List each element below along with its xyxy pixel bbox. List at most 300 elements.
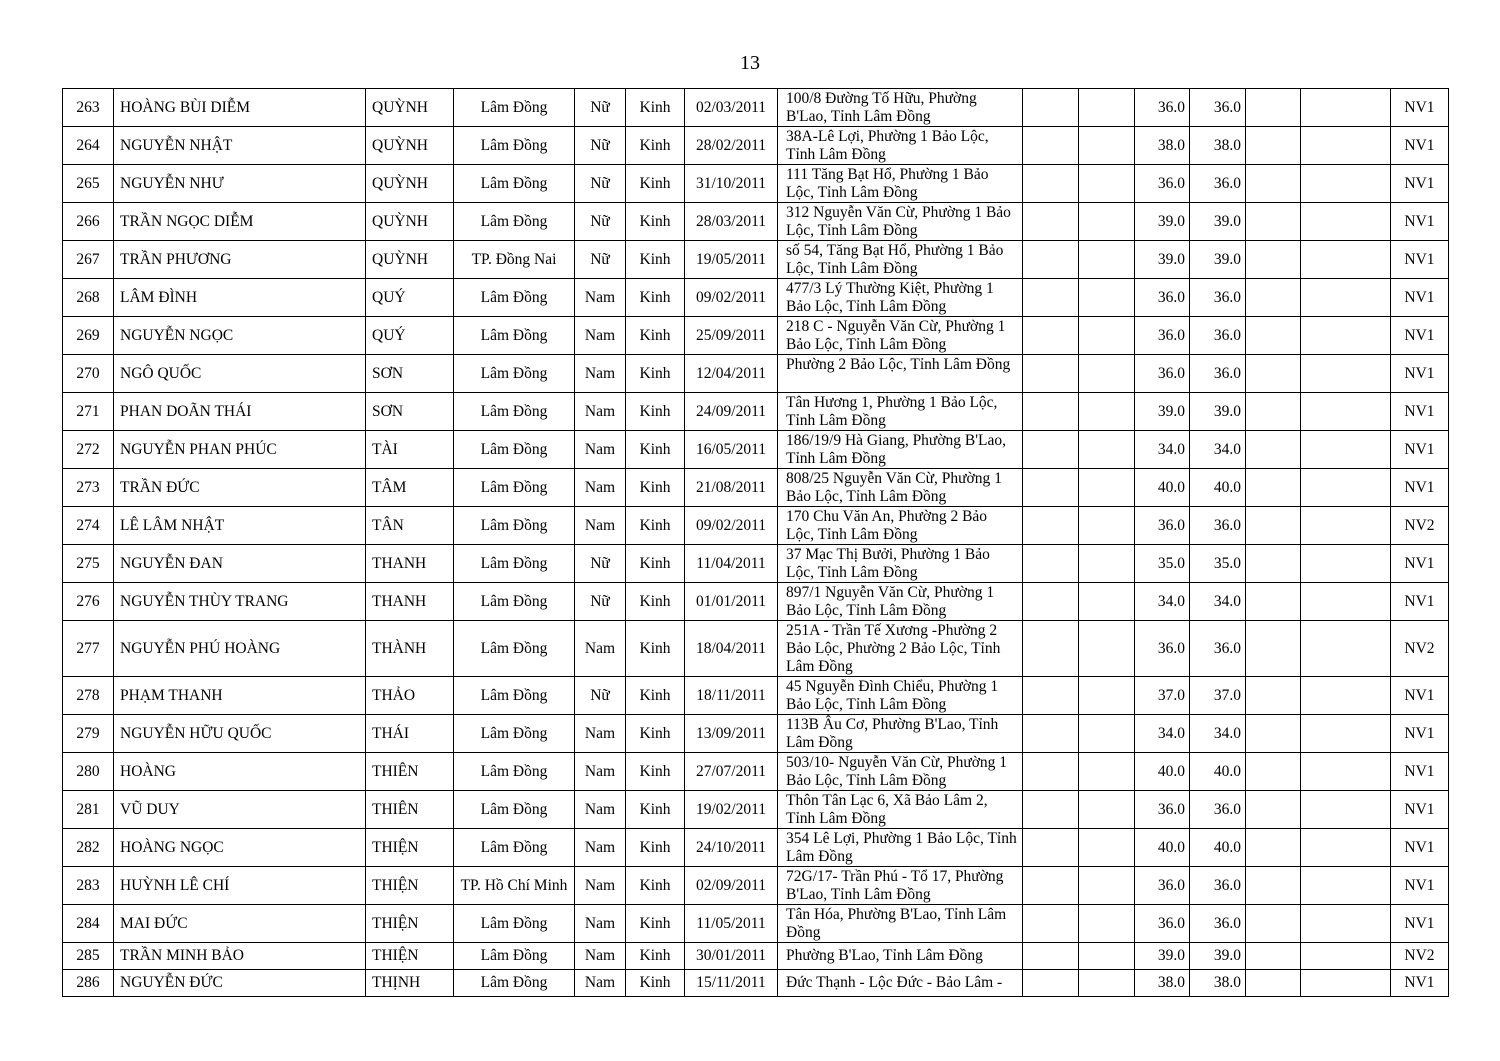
empty-cell-4 bbox=[1301, 392, 1391, 430]
stt-cell: 286 bbox=[63, 969, 114, 996]
diem-2-cell: 35.0 bbox=[1190, 544, 1246, 582]
ngay-sinh-cell: 11/05/2011 bbox=[685, 904, 778, 942]
empty-cell-1 bbox=[1023, 89, 1079, 127]
empty-cell-3 bbox=[1246, 582, 1301, 620]
empty-cell-4 bbox=[1301, 676, 1391, 714]
ho-ten-cell: TRẦN MINH BẢO bbox=[114, 942, 366, 969]
diem-1-cell: 34.0 bbox=[1135, 430, 1190, 468]
empty-cell-4 bbox=[1301, 468, 1391, 506]
diem-1-cell: 36.0 bbox=[1135, 355, 1190, 393]
dia-chi-cell: 503/10- Nguyễn Văn Cừ, Phường 1 Bảo Lộc, Tỉnh Lâm Đồng bbox=[778, 752, 1023, 790]
diem-2-cell: 39.0 bbox=[1190, 392, 1246, 430]
dia-chi-cell: Phường 2 Bảo Lộc, Tỉnh Lâm Đồng bbox=[778, 355, 1023, 393]
ten-cell: THANH bbox=[366, 544, 454, 582]
diem-2-cell: 40.0 bbox=[1190, 752, 1246, 790]
gioi-tinh-cell: Nam bbox=[575, 828, 626, 866]
diem-1-cell: 34.0 bbox=[1135, 714, 1190, 752]
empty-cell-4 bbox=[1301, 969, 1391, 996]
diem-2-cell: 38.0 bbox=[1190, 969, 1246, 996]
diem-1-cell: 39.0 bbox=[1135, 392, 1190, 430]
page-number: 13 bbox=[740, 52, 760, 74]
empty-cell-4 bbox=[1301, 828, 1391, 866]
ten-cell: QUỲNH bbox=[366, 203, 454, 241]
empty-cell-3 bbox=[1246, 752, 1301, 790]
empty-cell-1 bbox=[1023, 279, 1079, 317]
empty-cell-4 bbox=[1301, 317, 1391, 355]
ten-cell: QUÝ bbox=[366, 279, 454, 317]
diem-1-cell: 36.0 bbox=[1135, 279, 1190, 317]
stt-cell: 274 bbox=[63, 506, 114, 544]
ten-cell: SƠN bbox=[366, 355, 454, 393]
ho-ten-cell: NGUYỄN NHƯ bbox=[114, 165, 366, 203]
empty-cell-1 bbox=[1023, 714, 1079, 752]
diem-1-cell: 40.0 bbox=[1135, 752, 1190, 790]
empty-cell-3 bbox=[1246, 506, 1301, 544]
gioi-tinh-cell: Nữ bbox=[575, 203, 626, 241]
empty-cell-3 bbox=[1246, 89, 1301, 127]
dia-chi-cell: 354 Lê Lợi, Phường 1 Bảo Lộc, Tỉnh Lâm Đồng bbox=[778, 828, 1023, 866]
dia-chi-cell: 170 Chu Văn An, Phường 2 Bảo Lộc, Tỉnh Lâm Đồng bbox=[778, 506, 1023, 544]
empty-cell-1 bbox=[1023, 942, 1079, 969]
diem-2-cell: 38.0 bbox=[1190, 127, 1246, 165]
diem-2-cell: 36.0 bbox=[1190, 904, 1246, 942]
diem-1-cell: 36.0 bbox=[1135, 904, 1190, 942]
empty-cell-2 bbox=[1079, 430, 1135, 468]
empty-cell-3 bbox=[1246, 468, 1301, 506]
dan-toc-cell: Kinh bbox=[626, 468, 685, 506]
gioi-tinh-cell: Nam bbox=[575, 317, 626, 355]
empty-cell-2 bbox=[1079, 942, 1135, 969]
empty-cell-1 bbox=[1023, 355, 1079, 393]
empty-cell-1 bbox=[1023, 392, 1079, 430]
empty-cell-4 bbox=[1301, 355, 1391, 393]
noi-sinh-cell: Lâm Đồng bbox=[454, 752, 575, 790]
ngay-sinh-cell: 25/09/2011 bbox=[685, 317, 778, 355]
nguyen-vong-cell: NV2 bbox=[1391, 620, 1449, 676]
nguyen-vong-cell: NV1 bbox=[1391, 468, 1449, 506]
dia-chi-cell: 186/19/9 Hà Giang, Phường B'Lao, Tỉnh Lâm Đồng bbox=[778, 430, 1023, 468]
empty-cell-1 bbox=[1023, 468, 1079, 506]
ngay-sinh-cell: 02/09/2011 bbox=[685, 866, 778, 904]
empty-cell-2 bbox=[1079, 969, 1135, 996]
empty-cell-4 bbox=[1301, 241, 1391, 279]
ho-ten-cell: NGUYỄN ĐỨC bbox=[114, 969, 366, 996]
noi-sinh-cell: Lâm Đồng bbox=[454, 89, 575, 127]
diem-1-cell: 39.0 bbox=[1135, 241, 1190, 279]
diem-1-cell: 36.0 bbox=[1135, 165, 1190, 203]
noi-sinh-cell: Lâm Đồng bbox=[454, 544, 575, 582]
dia-chi-cell: 37 Mạc Thị Bưởi, Phường 1 Bảo Lộc, Tỉnh Lâm Đồng bbox=[778, 544, 1023, 582]
diem-1-cell: 35.0 bbox=[1135, 544, 1190, 582]
empty-cell-4 bbox=[1301, 165, 1391, 203]
empty-cell-2 bbox=[1079, 828, 1135, 866]
noi-sinh-cell: TP. Đồng Nai bbox=[454, 241, 575, 279]
empty-cell-3 bbox=[1246, 127, 1301, 165]
empty-cell-2 bbox=[1079, 279, 1135, 317]
empty-cell-4 bbox=[1301, 203, 1391, 241]
ngay-sinh-cell: 31/10/2011 bbox=[685, 165, 778, 203]
empty-cell-3 bbox=[1246, 165, 1301, 203]
ngay-sinh-cell: 09/02/2011 bbox=[685, 279, 778, 317]
nguyen-vong-cell: NV1 bbox=[1391, 969, 1449, 996]
diem-2-cell: 40.0 bbox=[1190, 828, 1246, 866]
ho-ten-cell: NGÔ QUỐC bbox=[114, 355, 366, 393]
ten-cell: QUỲNH bbox=[366, 127, 454, 165]
diem-1-cell: 36.0 bbox=[1135, 620, 1190, 676]
empty-cell-3 bbox=[1246, 317, 1301, 355]
dan-toc-cell: Kinh bbox=[626, 969, 685, 996]
ngay-sinh-cell: 28/02/2011 bbox=[685, 127, 778, 165]
stt-cell: 276 bbox=[63, 582, 114, 620]
gioi-tinh-cell: Nam bbox=[575, 392, 626, 430]
empty-cell-1 bbox=[1023, 430, 1079, 468]
ngay-sinh-cell: 27/07/2011 bbox=[685, 752, 778, 790]
stt-cell: 278 bbox=[63, 676, 114, 714]
table-row bbox=[63, 127, 1449, 165]
empty-cell-2 bbox=[1079, 468, 1135, 506]
empty-cell-1 bbox=[1023, 317, 1079, 355]
dan-toc-cell: Kinh bbox=[626, 203, 685, 241]
empty-cell-4 bbox=[1301, 620, 1391, 676]
ten-cell: QUỲNH bbox=[366, 89, 454, 127]
table-row bbox=[63, 241, 1449, 279]
nguyen-vong-cell: NV2 bbox=[1391, 942, 1449, 969]
gioi-tinh-cell: Nam bbox=[575, 430, 626, 468]
dan-toc-cell: Kinh bbox=[626, 828, 685, 866]
table-row bbox=[63, 317, 1449, 355]
ho-ten-cell: NGUYỄN NGỌC bbox=[114, 317, 366, 355]
diem-1-cell: 37.0 bbox=[1135, 676, 1190, 714]
dan-toc-cell: Kinh bbox=[626, 544, 685, 582]
ho-ten-cell: HOÀNG NGỌC bbox=[114, 828, 366, 866]
table-row bbox=[63, 165, 1449, 203]
ngay-sinh-cell: 02/03/2011 bbox=[685, 89, 778, 127]
dia-chi-cell: 808/25 Nguyễn Văn Cừ, Phường 1 Bảo Lộc, Tỉnh Lâm Đồng bbox=[778, 468, 1023, 506]
gioi-tinh-cell: Nam bbox=[575, 904, 626, 942]
gioi-tinh-cell: Nam bbox=[575, 620, 626, 676]
dan-toc-cell: Kinh bbox=[626, 317, 685, 355]
table-row bbox=[63, 866, 1449, 904]
ten-cell: TÂN bbox=[366, 506, 454, 544]
empty-cell-1 bbox=[1023, 582, 1079, 620]
noi-sinh-cell: Lâm Đồng bbox=[454, 355, 575, 393]
empty-cell-3 bbox=[1246, 430, 1301, 468]
dan-toc-cell: Kinh bbox=[626, 506, 685, 544]
stt-cell: 284 bbox=[63, 904, 114, 942]
nguyen-vong-cell: NV1 bbox=[1391, 317, 1449, 355]
empty-cell-2 bbox=[1079, 866, 1135, 904]
diem-1-cell: 36.0 bbox=[1135, 790, 1190, 828]
empty-cell-3 bbox=[1246, 544, 1301, 582]
ngay-sinh-cell: 18/11/2011 bbox=[685, 676, 778, 714]
empty-cell-4 bbox=[1301, 904, 1391, 942]
gioi-tinh-cell: Nữ bbox=[575, 676, 626, 714]
nguyen-vong-cell: NV1 bbox=[1391, 127, 1449, 165]
stt-cell: 265 bbox=[63, 165, 114, 203]
ho-ten-cell: HUỲNH LÊ CHÍ bbox=[114, 866, 366, 904]
student-table bbox=[62, 88, 1449, 997]
dia-chi-cell: 45 Nguyễn Đình Chiểu, Phường 1 Bảo Lộc, Tỉnh Lâm Đồng bbox=[778, 676, 1023, 714]
ho-ten-cell: VŨ DUY bbox=[114, 790, 366, 828]
empty-cell-2 bbox=[1079, 506, 1135, 544]
ho-ten-cell: NGUYỄN HỮU QUỐC bbox=[114, 714, 366, 752]
dan-toc-cell: Kinh bbox=[626, 355, 685, 393]
stt-cell: 275 bbox=[63, 544, 114, 582]
nguyen-vong-cell: NV1 bbox=[1391, 828, 1449, 866]
gioi-tinh-cell: Nữ bbox=[575, 582, 626, 620]
diem-2-cell: 40.0 bbox=[1190, 468, 1246, 506]
stt-cell: 273 bbox=[63, 468, 114, 506]
stt-cell: 277 bbox=[63, 620, 114, 676]
dan-toc-cell: Kinh bbox=[626, 241, 685, 279]
empty-cell-4 bbox=[1301, 942, 1391, 969]
table-row bbox=[63, 544, 1449, 582]
empty-cell-1 bbox=[1023, 904, 1079, 942]
empty-cell-2 bbox=[1079, 582, 1135, 620]
noi-sinh-cell: Lâm Đồng bbox=[454, 165, 575, 203]
empty-cell-3 bbox=[1246, 620, 1301, 676]
ten-cell: THANH bbox=[366, 582, 454, 620]
table-row bbox=[63, 355, 1449, 393]
ten-cell: THIỆN bbox=[366, 904, 454, 942]
ten-cell: SƠN bbox=[366, 392, 454, 430]
noi-sinh-cell: Lâm Đồng bbox=[454, 790, 575, 828]
diem-2-cell: 36.0 bbox=[1190, 165, 1246, 203]
dan-toc-cell: Kinh bbox=[626, 904, 685, 942]
stt-cell: 268 bbox=[63, 279, 114, 317]
empty-cell-2 bbox=[1079, 544, 1135, 582]
dan-toc-cell: Kinh bbox=[626, 279, 685, 317]
stt-cell: 269 bbox=[63, 317, 114, 355]
dan-toc-cell: Kinh bbox=[626, 752, 685, 790]
table-row bbox=[63, 942, 1449, 969]
empty-cell-2 bbox=[1079, 392, 1135, 430]
gioi-tinh-cell: Nam bbox=[575, 942, 626, 969]
dia-chi-cell: 251A - Trần Tế Xương -Phường 2 Bảo Lộc, Phường 2 Bảo Lộc, Tỉnh Lâm Đồng bbox=[778, 620, 1023, 676]
table-row bbox=[63, 969, 1449, 996]
ten-cell: THIÊN bbox=[366, 752, 454, 790]
empty-cell-4 bbox=[1301, 89, 1391, 127]
dia-chi-cell: 72G/17- Trần Phú - Tổ 17, Phường B'Lao, Tỉnh Lâm Đồng bbox=[778, 866, 1023, 904]
noi-sinh-cell: Lâm Đồng bbox=[454, 317, 575, 355]
noi-sinh-cell: Lâm Đồng bbox=[454, 279, 575, 317]
ngay-sinh-cell: 24/10/2011 bbox=[685, 828, 778, 866]
ngay-sinh-cell: 16/05/2011 bbox=[685, 430, 778, 468]
dia-chi-cell: 897/1 Nguyễn Văn Cừ, Phường 1 Bảo Lộc, Tỉnh Lâm Đồng bbox=[778, 582, 1023, 620]
table-row bbox=[63, 506, 1449, 544]
diem-1-cell: 40.0 bbox=[1135, 828, 1190, 866]
empty-cell-1 bbox=[1023, 676, 1079, 714]
noi-sinh-cell: Lâm Đồng bbox=[454, 468, 575, 506]
table-row bbox=[63, 430, 1449, 468]
diem-2-cell: 36.0 bbox=[1190, 355, 1246, 393]
ngay-sinh-cell: 18/04/2011 bbox=[685, 620, 778, 676]
gioi-tinh-cell: Nam bbox=[575, 279, 626, 317]
empty-cell-2 bbox=[1079, 127, 1135, 165]
diem-2-cell: 37.0 bbox=[1190, 676, 1246, 714]
noi-sinh-cell: Lâm Đồng bbox=[454, 942, 575, 969]
diem-1-cell: 36.0 bbox=[1135, 506, 1190, 544]
empty-cell-3 bbox=[1246, 714, 1301, 752]
stt-cell: 271 bbox=[63, 392, 114, 430]
empty-cell-3 bbox=[1246, 279, 1301, 317]
dia-chi-cell: Phường B'Lao, Tỉnh Lâm Đồng bbox=[778, 942, 1023, 969]
empty-cell-3 bbox=[1246, 866, 1301, 904]
stt-cell: 272 bbox=[63, 430, 114, 468]
ngay-sinh-cell: 01/01/2011 bbox=[685, 582, 778, 620]
diem-2-cell: 36.0 bbox=[1190, 317, 1246, 355]
empty-cell-3 bbox=[1246, 355, 1301, 393]
nguyen-vong-cell: NV1 bbox=[1391, 582, 1449, 620]
empty-cell-4 bbox=[1301, 714, 1391, 752]
gioi-tinh-cell: Nam bbox=[575, 468, 626, 506]
diem-1-cell: 40.0 bbox=[1135, 468, 1190, 506]
empty-cell-1 bbox=[1023, 506, 1079, 544]
dan-toc-cell: Kinh bbox=[626, 430, 685, 468]
diem-2-cell: 36.0 bbox=[1190, 866, 1246, 904]
ho-ten-cell: NGUYỄN PHÚ HOÀNG bbox=[114, 620, 366, 676]
stt-cell: 281 bbox=[63, 790, 114, 828]
ngay-sinh-cell: 28/03/2011 bbox=[685, 203, 778, 241]
ten-cell: QUỲNH bbox=[366, 241, 454, 279]
noi-sinh-cell: Lâm Đồng bbox=[454, 620, 575, 676]
nguyen-vong-cell: NV1 bbox=[1391, 203, 1449, 241]
ho-ten-cell: TRẦN PHƯƠNG bbox=[114, 241, 366, 279]
empty-cell-3 bbox=[1246, 942, 1301, 969]
dan-toc-cell: Kinh bbox=[626, 866, 685, 904]
empty-cell-1 bbox=[1023, 866, 1079, 904]
nguyen-vong-cell: NV2 bbox=[1391, 506, 1449, 544]
ho-ten-cell: HOÀNG bbox=[114, 752, 366, 790]
gioi-tinh-cell: Nam bbox=[575, 790, 626, 828]
diem-2-cell: 34.0 bbox=[1190, 714, 1246, 752]
ho-ten-cell: LÊ LÂM NHẬT bbox=[114, 506, 366, 544]
ho-ten-cell: MAI ĐỨC bbox=[114, 904, 366, 942]
stt-cell: 267 bbox=[63, 241, 114, 279]
table-row bbox=[63, 714, 1449, 752]
nguyen-vong-cell: NV1 bbox=[1391, 676, 1449, 714]
nguyen-vong-cell: NV1 bbox=[1391, 392, 1449, 430]
ngay-sinh-cell: 13/09/2011 bbox=[685, 714, 778, 752]
empty-cell-2 bbox=[1079, 355, 1135, 393]
diem-2-cell: 39.0 bbox=[1190, 241, 1246, 279]
nguyen-vong-cell: NV1 bbox=[1391, 241, 1449, 279]
noi-sinh-cell: Lâm Đồng bbox=[454, 430, 575, 468]
dia-chi-cell: 218 C - Nguyễn Văn Cừ, Phường 1 Bảo Lộc, Tỉnh Lâm Đồng bbox=[778, 317, 1023, 355]
ho-ten-cell: PHẠM THANH bbox=[114, 676, 366, 714]
ten-cell: QUỲNH bbox=[366, 165, 454, 203]
ngay-sinh-cell: 19/05/2011 bbox=[685, 241, 778, 279]
dia-chi-cell: Tân Hương 1, Phường 1 Bảo Lộc, Tỉnh Lâm Đồng bbox=[778, 392, 1023, 430]
dia-chi-cell: 100/8 Đường Tố Hữu, Phường B'Lao, Tỉnh Lâm Đồng bbox=[778, 89, 1023, 127]
gioi-tinh-cell: Nam bbox=[575, 355, 626, 393]
diem-2-cell: 36.0 bbox=[1190, 506, 1246, 544]
stt-cell: 283 bbox=[63, 866, 114, 904]
empty-cell-1 bbox=[1023, 165, 1079, 203]
noi-sinh-cell: Lâm Đồng bbox=[454, 392, 575, 430]
diem-2-cell: 39.0 bbox=[1190, 203, 1246, 241]
empty-cell-2 bbox=[1079, 165, 1135, 203]
dia-chi-cell: số 54, Tăng Bạt Hổ, Phường 1 Bảo Lộc, Tỉnh Lâm Đồng bbox=[778, 241, 1023, 279]
diem-2-cell: 39.0 bbox=[1190, 942, 1246, 969]
noi-sinh-cell: Lâm Đồng bbox=[454, 904, 575, 942]
ho-ten-cell: NGUYỄN PHAN PHÚC bbox=[114, 430, 366, 468]
diem-2-cell: 36.0 bbox=[1190, 620, 1246, 676]
diem-1-cell: 34.0 bbox=[1135, 582, 1190, 620]
dan-toc-cell: Kinh bbox=[626, 582, 685, 620]
stt-cell: 280 bbox=[63, 752, 114, 790]
ten-cell: THẢO bbox=[366, 676, 454, 714]
nguyen-vong-cell: NV1 bbox=[1391, 904, 1449, 942]
empty-cell-1 bbox=[1023, 127, 1079, 165]
empty-cell-3 bbox=[1246, 203, 1301, 241]
empty-cell-1 bbox=[1023, 544, 1079, 582]
stt-cell: 282 bbox=[63, 828, 114, 866]
gioi-tinh-cell: Nam bbox=[575, 969, 626, 996]
ho-ten-cell: LÂM ĐÌNH bbox=[114, 279, 366, 317]
ngay-sinh-cell: 30/01/2011 bbox=[685, 942, 778, 969]
noi-sinh-cell: Lâm Đồng bbox=[454, 127, 575, 165]
dan-toc-cell: Kinh bbox=[626, 676, 685, 714]
diem-1-cell: 36.0 bbox=[1135, 89, 1190, 127]
dan-toc-cell: Kinh bbox=[626, 790, 685, 828]
nguyen-vong-cell: NV1 bbox=[1391, 866, 1449, 904]
dia-chi-cell: 477/3 Lý Thường Kiệt, Phường 1 Bảo Lộc, Tỉnh Lâm Đồng bbox=[778, 279, 1023, 317]
empty-cell-1 bbox=[1023, 828, 1079, 866]
dan-toc-cell: Kinh bbox=[626, 165, 685, 203]
diem-1-cell: 38.0 bbox=[1135, 127, 1190, 165]
empty-cell-2 bbox=[1079, 203, 1135, 241]
empty-cell-4 bbox=[1301, 790, 1391, 828]
ngay-sinh-cell: 19/02/2011 bbox=[685, 790, 778, 828]
stt-cell: 279 bbox=[63, 714, 114, 752]
empty-cell-3 bbox=[1246, 828, 1301, 866]
dia-chi-cell: 38A-Lê Lợi, Phường 1 Bảo Lộc, Tỉnh Lâm Đồng bbox=[778, 127, 1023, 165]
noi-sinh-cell: Lâm Đồng bbox=[454, 969, 575, 996]
ten-cell: THỊNH bbox=[366, 969, 454, 996]
empty-cell-2 bbox=[1079, 904, 1135, 942]
table-row bbox=[63, 752, 1449, 790]
ten-cell: THIỆN bbox=[366, 866, 454, 904]
gioi-tinh-cell: Nam bbox=[575, 752, 626, 790]
ten-cell: THIỆN bbox=[366, 942, 454, 969]
ngay-sinh-cell: 09/02/2011 bbox=[685, 506, 778, 544]
empty-cell-3 bbox=[1246, 969, 1301, 996]
dia-chi-cell: 312 Nguyễn Văn Cừ, Phường 1 Bảo Lộc, Tỉnh Lâm Đồng bbox=[778, 203, 1023, 241]
table-row bbox=[63, 89, 1449, 127]
nguyen-vong-cell: NV1 bbox=[1391, 752, 1449, 790]
empty-cell-2 bbox=[1079, 752, 1135, 790]
diem-2-cell: 34.0 bbox=[1190, 582, 1246, 620]
empty-cell-4 bbox=[1301, 544, 1391, 582]
empty-cell-1 bbox=[1023, 241, 1079, 279]
empty-cell-4 bbox=[1301, 582, 1391, 620]
table-row bbox=[63, 676, 1449, 714]
stt-cell: 270 bbox=[63, 355, 114, 393]
ten-cell: THÁI bbox=[366, 714, 454, 752]
empty-cell-1 bbox=[1023, 790, 1079, 828]
gioi-tinh-cell: Nữ bbox=[575, 544, 626, 582]
ho-ten-cell: NGUYỄN ĐAN bbox=[114, 544, 366, 582]
nguyen-vong-cell: NV1 bbox=[1391, 355, 1449, 393]
nguyen-vong-cell: NV1 bbox=[1391, 790, 1449, 828]
empty-cell-4 bbox=[1301, 866, 1391, 904]
table-row bbox=[63, 904, 1449, 942]
dan-toc-cell: Kinh bbox=[626, 620, 685, 676]
ho-ten-cell: HOÀNG BÙI DIỄM bbox=[114, 89, 366, 127]
noi-sinh-cell: TP. Hồ Chí Minh bbox=[454, 866, 575, 904]
gioi-tinh-cell: Nữ bbox=[575, 89, 626, 127]
